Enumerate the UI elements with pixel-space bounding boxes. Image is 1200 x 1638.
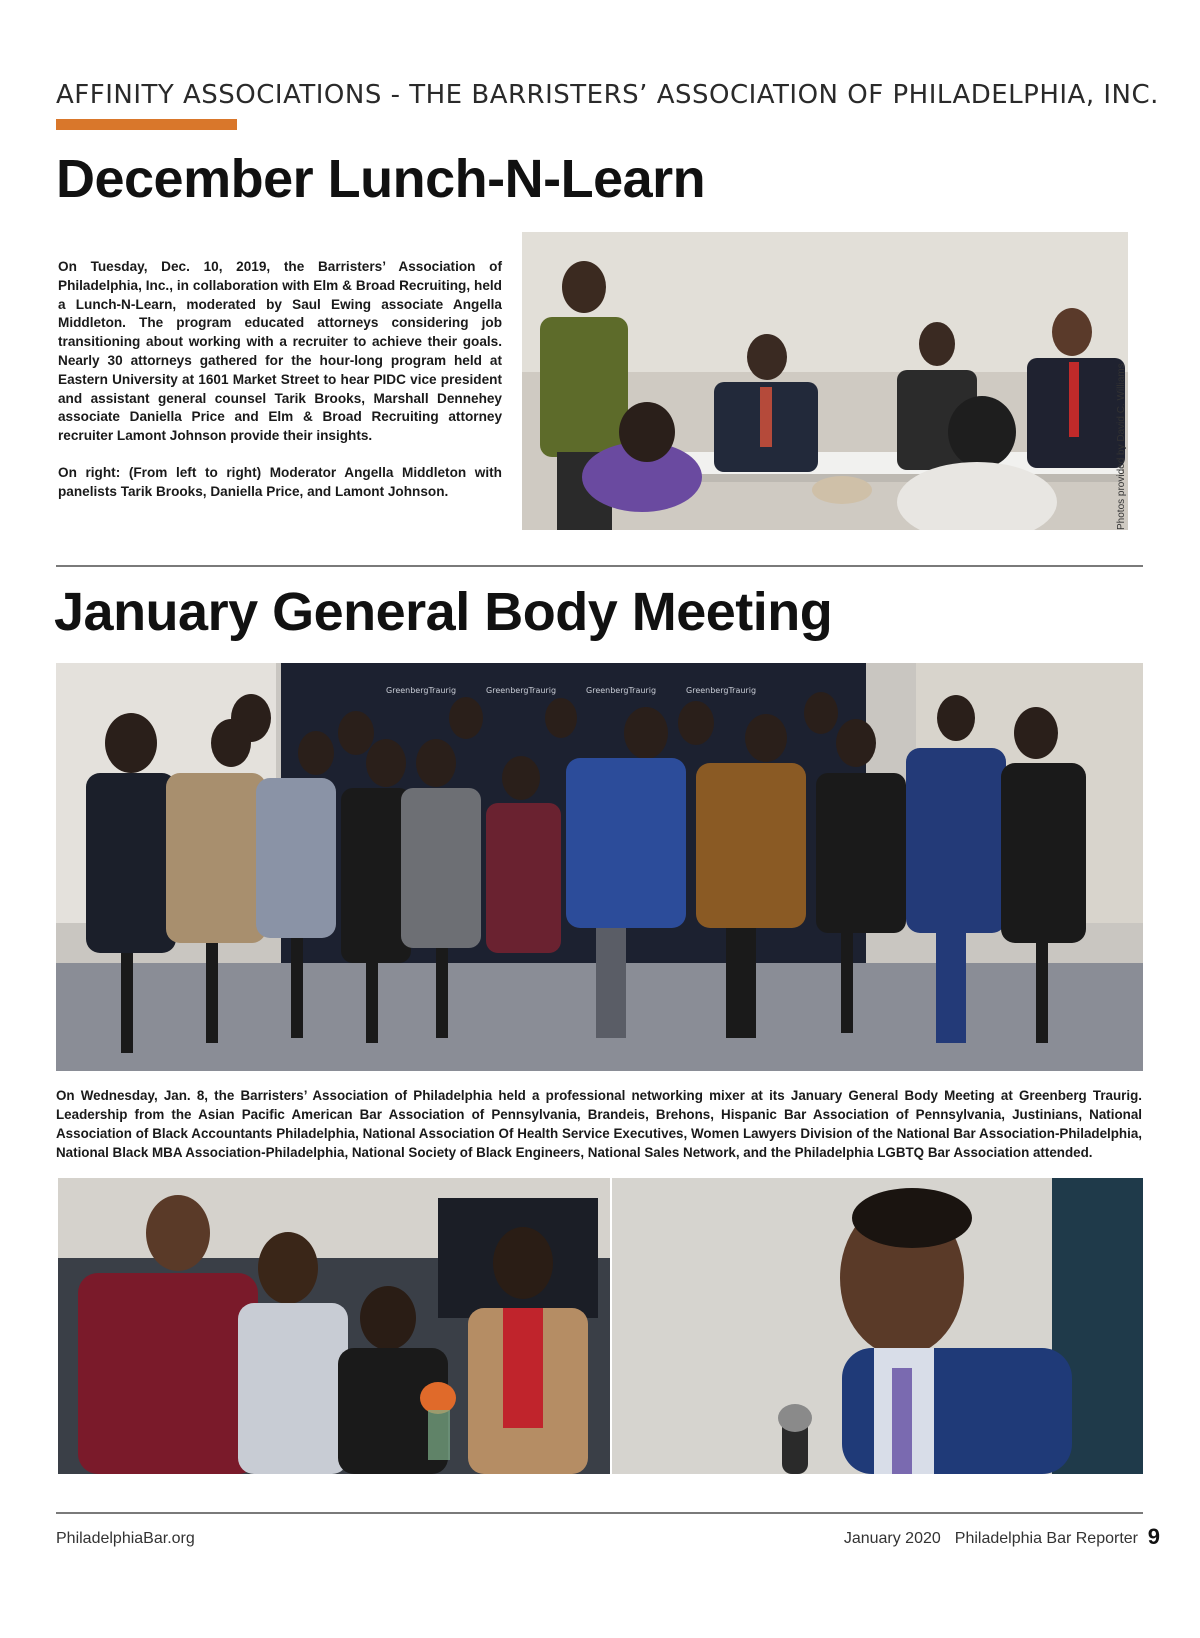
backdrop-logo: GreenbergTraurig [386,686,457,695]
page-number: 9 [1147,1524,1160,1549]
footer-date: January 2020 [843,1530,941,1547]
section-divider [56,565,1143,567]
article-title-general-body-meeting: January General Body Meeting [54,582,833,642]
footer-publication: Philadelphia Bar Reporter [954,1530,1138,1547]
speaker-photo [612,1178,1143,1474]
lunch-n-learn-paragraph: On Tuesday, Dec. 10, 2019, the Barristers’ Association of Philadelphia, Inc., in collaboration with Elm & Broad Recruiting, held a Lunch-N-Learn, moderated by Saul Ewing associate Angella Middleton. The program educated attorneys considering job transitioning about working with a recruiter to achieve their goals. Nearly 30 attorneys gathered for the hour-long program held at Eastern University at 1601 Market Street to hear PIDC vice president and assistant general counsel Tarik Brooks, Marshall Dennehey associate Daniella Price and Elm & Broad Recruiting attorney recruiter Lamont Johnson provide their insights. [58,259,502,444]
article-title-lunch-n-learn: December Lunch-N-Learn [56,149,706,209]
photo-credit [1116,363,1130,680]
general-body-meeting-caption: On Wednesday, Jan. 8, the Barristers’ Association of Philadelphia held a professional networking mixer at its January General Body Meeting at Greenberg Traurig. Leadership from the Asian Pacific American Bar Association of Pennsylvania, Brandeis, Brehons, Hispanic Bar Association of Pennsylvania, Justinians, National Association of Black Accountants Philadelphia, National Association Of Health Service Executives, Women Lawyers Division of the National Bar Association-Philadelphia, National Black MBA Association-Philadelphia, National Society of Black Engineers, National Sales Network, and the Philadelphia LGBTQ Bar Association attended. [56,1088,1142,1160]
group-photo [56,663,1143,1071]
backdrop-logo: GreenbergTraurig [586,686,657,695]
accent-bar [56,119,237,130]
footer-rule [56,1512,1143,1514]
attendees-photo [58,1178,610,1474]
backdrop-logo: GreenbergTraurig [486,686,557,695]
lunch-n-learn-photo-caption: On right: (From left to right) Moderator Angella Middleton with panelists Tarik Brooks, Daniella Price, and Lamont Johnson. [58,464,502,499]
footer-website: PhiladelphiaBar.org [56,1530,195,1547]
lunch-n-learn-body [58,258,502,520]
panel-photo [522,232,1128,530]
section-kicker: AFFINITY ASSOCIATIONS - THE BARRISTERS’ ASSOCIATION OF PHILADELPHIA, INC. [56,80,1159,110]
backdrop-logo: GreenbergTraurig [686,686,757,695]
photo-credit-text: Photos provided by David C. Williams [1116,363,1127,530]
footer-issue [844,1530,1138,1548]
